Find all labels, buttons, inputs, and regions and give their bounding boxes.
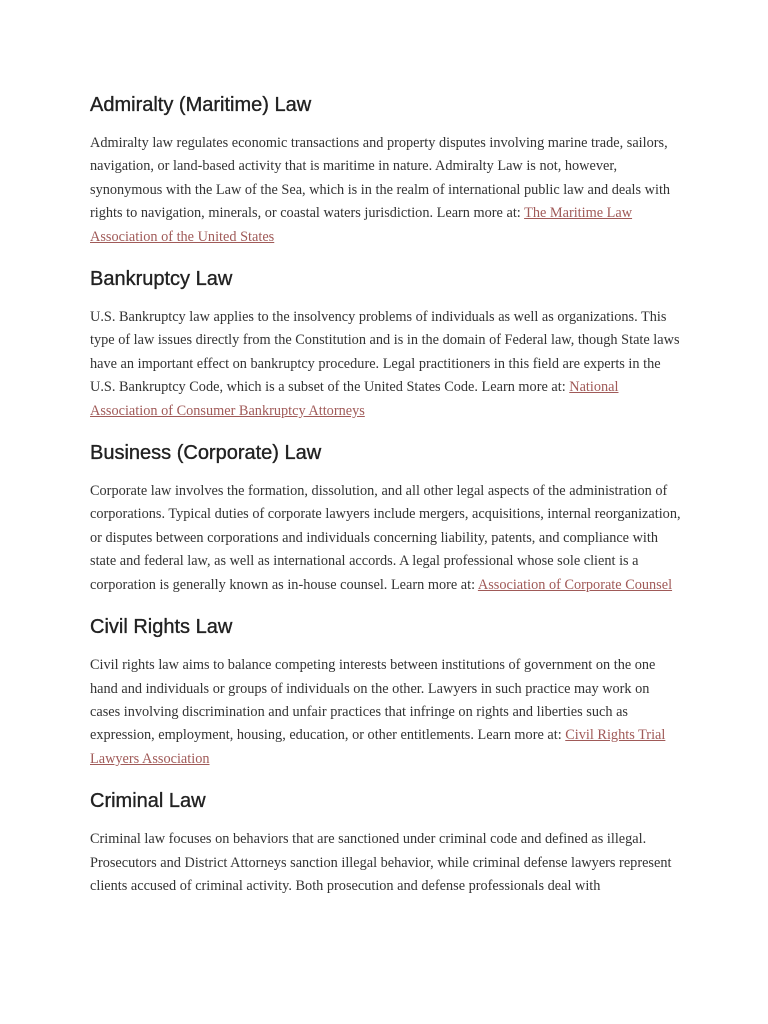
section-paragraph bbox=[90, 828, 682, 898]
document-page bbox=[90, 92, 682, 915]
section-heading: Bankruptcy Law bbox=[90, 268, 233, 291]
section-body-text: Corporate law involves the formation, dissolution, and all other legal aspects of the administration of corporations. Typical duties of corporate lawyers include mergers, acquisitions, internal reorganization, or disputes between corporations and individuals concerning liability, patents, and compliance with state and federal law, as well as international accords. A legal professional whose sole client is a corporation is generally known as in-house counsel. Learn more at: bbox=[90, 483, 681, 593]
section-bankruptcy-law bbox=[90, 266, 682, 423]
section-heading: Civil Rights Law bbox=[90, 616, 233, 639]
section-paragraph bbox=[90, 306, 682, 423]
section-paragraph bbox=[90, 132, 682, 249]
section-body-text: Civil rights law aims to balance competing interests between institutions of government on the one hand and individuals or groups of individuals on the other. Lawyers in such practice may work on cases involving discrimination and unfair practices that infringe on rights and liberties such as expression, employment, housing, education, or other entitlements. Learn more at: bbox=[90, 657, 656, 744]
section-body-text: Admiralty law regulates economic transactions and property disputes involving marine trade, sailors, navigation, or land-based activity that is maritime in nature. Admiralty Law is not, however, synonymous with the Law of the Sea, which is in the realm of international public law and deals with rights to navigation, minerals, or coastal waters jurisdiction. Learn more at: bbox=[90, 135, 671, 222]
section-paragraph bbox=[90, 654, 682, 771]
learn-more-link[interactable]: National Association of Consumer Bankruptcy Attorneys bbox=[90, 379, 619, 419]
learn-more-link[interactable]: The Maritime Law Association of the United States bbox=[90, 205, 633, 245]
section-body-text: Criminal law focuses on behaviors that are sanctioned under criminal code and defined as illegal. Prosecutors and District Attorneys sanction illegal behavior, while criminal defense lawyers represent clients accused of criminal activity. Both prosecution and defense professionals deal with bbox=[90, 831, 672, 894]
learn-more-link[interactable]: Civil Rights Trial Lawyers Association bbox=[90, 727, 666, 767]
section-admiralty-law bbox=[90, 92, 682, 249]
section-business-corporate-law bbox=[90, 440, 682, 597]
section-body-text: U.S. Bankruptcy law applies to the insolvency problems of individuals as well as organizations. This type of law issues directly from the Constitution and is in the domain of Federal law, though State laws have an important effect on bankruptcy procedure. Legal practitioners in this field are experts in the U.S. Bankruptcy Code, which is a subset of the United States Code. Learn more at: bbox=[90, 309, 680, 396]
section-heading: Business (Corporate) Law bbox=[90, 442, 322, 465]
learn-more-link[interactable]: Association of Corporate Counsel bbox=[477, 576, 673, 593]
section-paragraph bbox=[90, 480, 682, 597]
section-heading: Criminal Law bbox=[90, 790, 206, 813]
section-heading: Admiralty (Maritime) Law bbox=[90, 94, 312, 116]
section-criminal-law bbox=[90, 788, 682, 898]
section-civil-rights-law bbox=[90, 614, 682, 771]
